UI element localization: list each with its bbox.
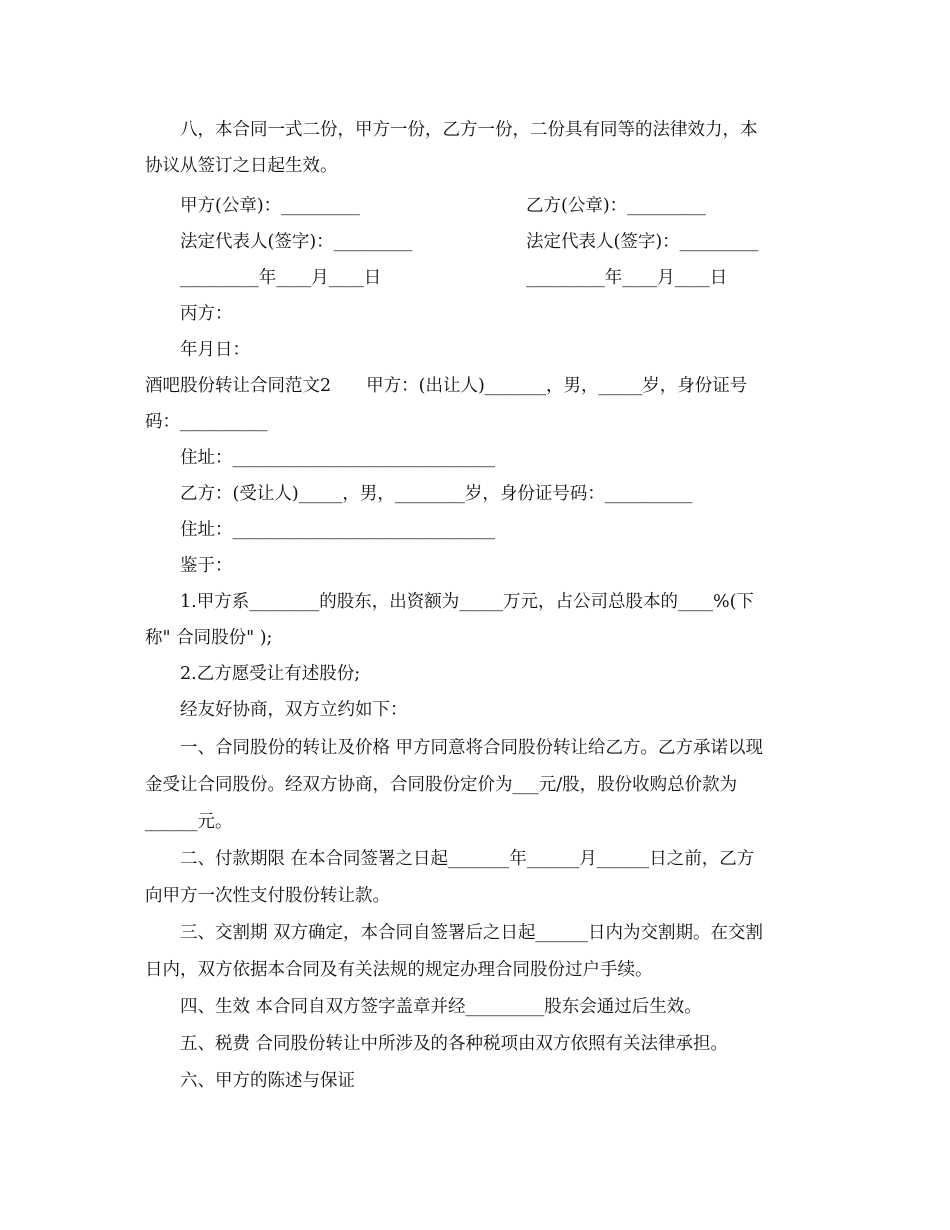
contract-title-line-2: 码：__________ bbox=[145, 412, 268, 432]
article-1-line-2: 金受让合同股份。经双方协商，合同股份定价为___元/股，股份收购总价款为 bbox=[145, 775, 738, 795]
clause-eight-line-2: 协议从签订之日起生效。 bbox=[145, 156, 338, 176]
article-1-line-3: ______元。 bbox=[145, 812, 233, 832]
party-b-representative: 法定代表人(签字)：_________ bbox=[526, 232, 759, 252]
party-a-representative: 法定代表人(签字)：_________ bbox=[180, 232, 413, 252]
article-4: 四、生效 本合同自双方签字盖章并经_________股东会通过后生效。 bbox=[180, 997, 702, 1017]
whereas-item-2: 2.乙方愿受让有述股份; bbox=[180, 664, 361, 684]
clause-eight-line-1: 八，本合同一式二份，甲方一份，乙方一份，二份具有同等的法律效力，本 bbox=[180, 120, 758, 140]
article-3-line-1: 三、交割期 双方确定，本合同自签署后之日起______日内为交割期。在交割 bbox=[180, 923, 764, 943]
article-2-line-2: 向甲方一次性支付股份转让款。 bbox=[145, 886, 390, 906]
whereas-item-1-line-1: 1.甲方系________的股东，出资额为_____万元，占公司总股本的____%(下 bbox=[180, 592, 754, 612]
party-a-seal: 甲方(公章)：_________ bbox=[180, 196, 360, 216]
article-3-line-2: 日内，双方依据本合同及有关法规的规定办理合同股份过户手续。 bbox=[145, 960, 653, 980]
whereas-heading: 鉴于： bbox=[180, 556, 233, 576]
party-b-address: 住址：______________________________ bbox=[180, 520, 495, 540]
contract-title-line: 酒吧股份转让合同范文2 甲方：(出让人)_______，男，_____岁，身份证号 bbox=[145, 376, 748, 396]
party-b-date: _________年____月____日 bbox=[526, 268, 728, 288]
party-a-address: 住址：______________________________ bbox=[180, 448, 495, 468]
article-2-line-1: 二、付款期限 在本合同签署之日起_______年______月______日之前，乙方 bbox=[180, 849, 755, 869]
party-a-date: _________年____月____日 bbox=[180, 268, 382, 288]
party-b-info: 乙方：(受让人)_____，男，________岁，身份证号码：__________ bbox=[180, 484, 693, 504]
article-6-heading: 六、甲方的陈述与保证 bbox=[180, 1071, 355, 1091]
agreement-intro: 经友好协商，双方立约如下： bbox=[180, 700, 408, 720]
date-label: 年月日： bbox=[180, 340, 250, 360]
party-c-label: 丙方： bbox=[180, 304, 233, 324]
article-5: 五、税费 合同股份转让中所涉及的各种税项由双方依照有关法律承担。 bbox=[180, 1034, 729, 1054]
whereas-item-1-line-2: 称" 合同股份" ); bbox=[145, 628, 273, 648]
article-1-line-1: 一、合同股份的转让及价格 甲方同意将合同股份转让给乙方。乙方承诺以现 bbox=[180, 738, 764, 758]
party-b-seal: 乙方(公章)：_________ bbox=[526, 196, 706, 216]
